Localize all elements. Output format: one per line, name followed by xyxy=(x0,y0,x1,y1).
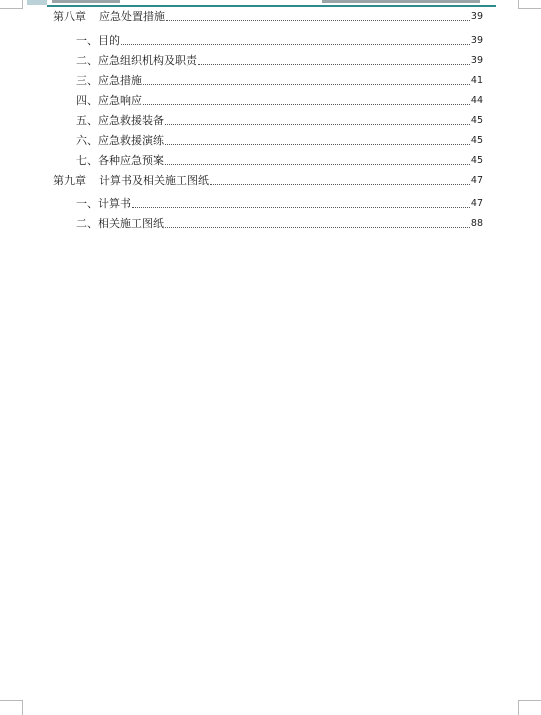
crop-mark-bottom-right xyxy=(518,700,541,715)
toc-dot-leader xyxy=(143,84,470,85)
toc-item-label: 七、各种应急预案 xyxy=(76,154,164,167)
toc-dot-leader xyxy=(198,64,470,65)
toc-page-number: 45 xyxy=(470,135,483,146)
toc-item-label: 四、应急响应 xyxy=(76,94,142,107)
toc-dot-leader xyxy=(121,44,470,45)
toc-item[interactable] xyxy=(76,74,483,88)
toc-item[interactable] xyxy=(76,154,483,168)
toc-item[interactable] xyxy=(76,94,483,108)
toc-page-number: 47 xyxy=(470,198,483,209)
toc-dot-leader xyxy=(210,184,470,185)
toc-item[interactable] xyxy=(76,54,483,68)
toc-page-number: 39 xyxy=(470,55,483,66)
toc-chapter-9[interactable] xyxy=(53,174,483,188)
toc-page-number: 39 xyxy=(470,11,483,22)
toc-page-number: 45 xyxy=(470,115,483,126)
crop-mark-bottom-left xyxy=(0,700,23,715)
header-text-fragment-left xyxy=(52,0,120,3)
toc-item[interactable] xyxy=(76,134,483,148)
toc-item[interactable] xyxy=(76,114,483,128)
toc-chapter-number: 第八章 xyxy=(53,10,86,23)
toc-page-number: 41 xyxy=(470,75,483,86)
toc-chapter-title: 计算书及相关施工图纸 xyxy=(99,174,209,187)
crop-mark-top-right xyxy=(518,0,541,9)
toc-item[interactable] xyxy=(76,197,483,211)
toc-item-label: 一、计算书 xyxy=(76,197,131,210)
toc-item[interactable] xyxy=(76,217,483,231)
toc-item-label: 三、应急措施 xyxy=(76,74,142,87)
toc-item-label: 二、应急组织机构及职责 xyxy=(76,54,197,67)
header-rule xyxy=(47,5,496,7)
toc-item[interactable] xyxy=(76,34,483,48)
toc-page-number: 39 xyxy=(470,35,483,46)
toc-dot-leader xyxy=(143,104,470,105)
toc-dot-leader xyxy=(165,227,470,228)
header-text-fragment-right xyxy=(322,0,480,3)
toc-dot-leader xyxy=(165,124,470,125)
toc-chapter-number: 第九章 xyxy=(53,174,86,187)
toc-dot-leader xyxy=(165,144,470,145)
toc-page-number: 88 xyxy=(470,218,483,229)
toc-item-label: 五、应急救援装备 xyxy=(76,114,164,127)
header-logo-mark xyxy=(27,0,47,5)
toc-chapter-8[interactable] xyxy=(53,10,483,24)
toc-page-number: 45 xyxy=(470,155,483,166)
toc-dot-leader xyxy=(165,164,470,165)
toc-item-label: 一、目的 xyxy=(76,34,120,47)
toc-item-label: 六、应急救援演练 xyxy=(76,134,164,147)
toc-page-number: 44 xyxy=(470,95,483,106)
toc-dot-leader xyxy=(166,20,470,21)
toc-chapter-title: 应急处置措施 xyxy=(99,10,165,23)
toc-item-label: 二、相关施工图纸 xyxy=(76,217,164,230)
toc-page-number: 47 xyxy=(470,175,483,186)
crop-mark-top-left xyxy=(0,0,23,9)
toc-dot-leader xyxy=(132,207,470,208)
header-logo xyxy=(27,0,47,6)
